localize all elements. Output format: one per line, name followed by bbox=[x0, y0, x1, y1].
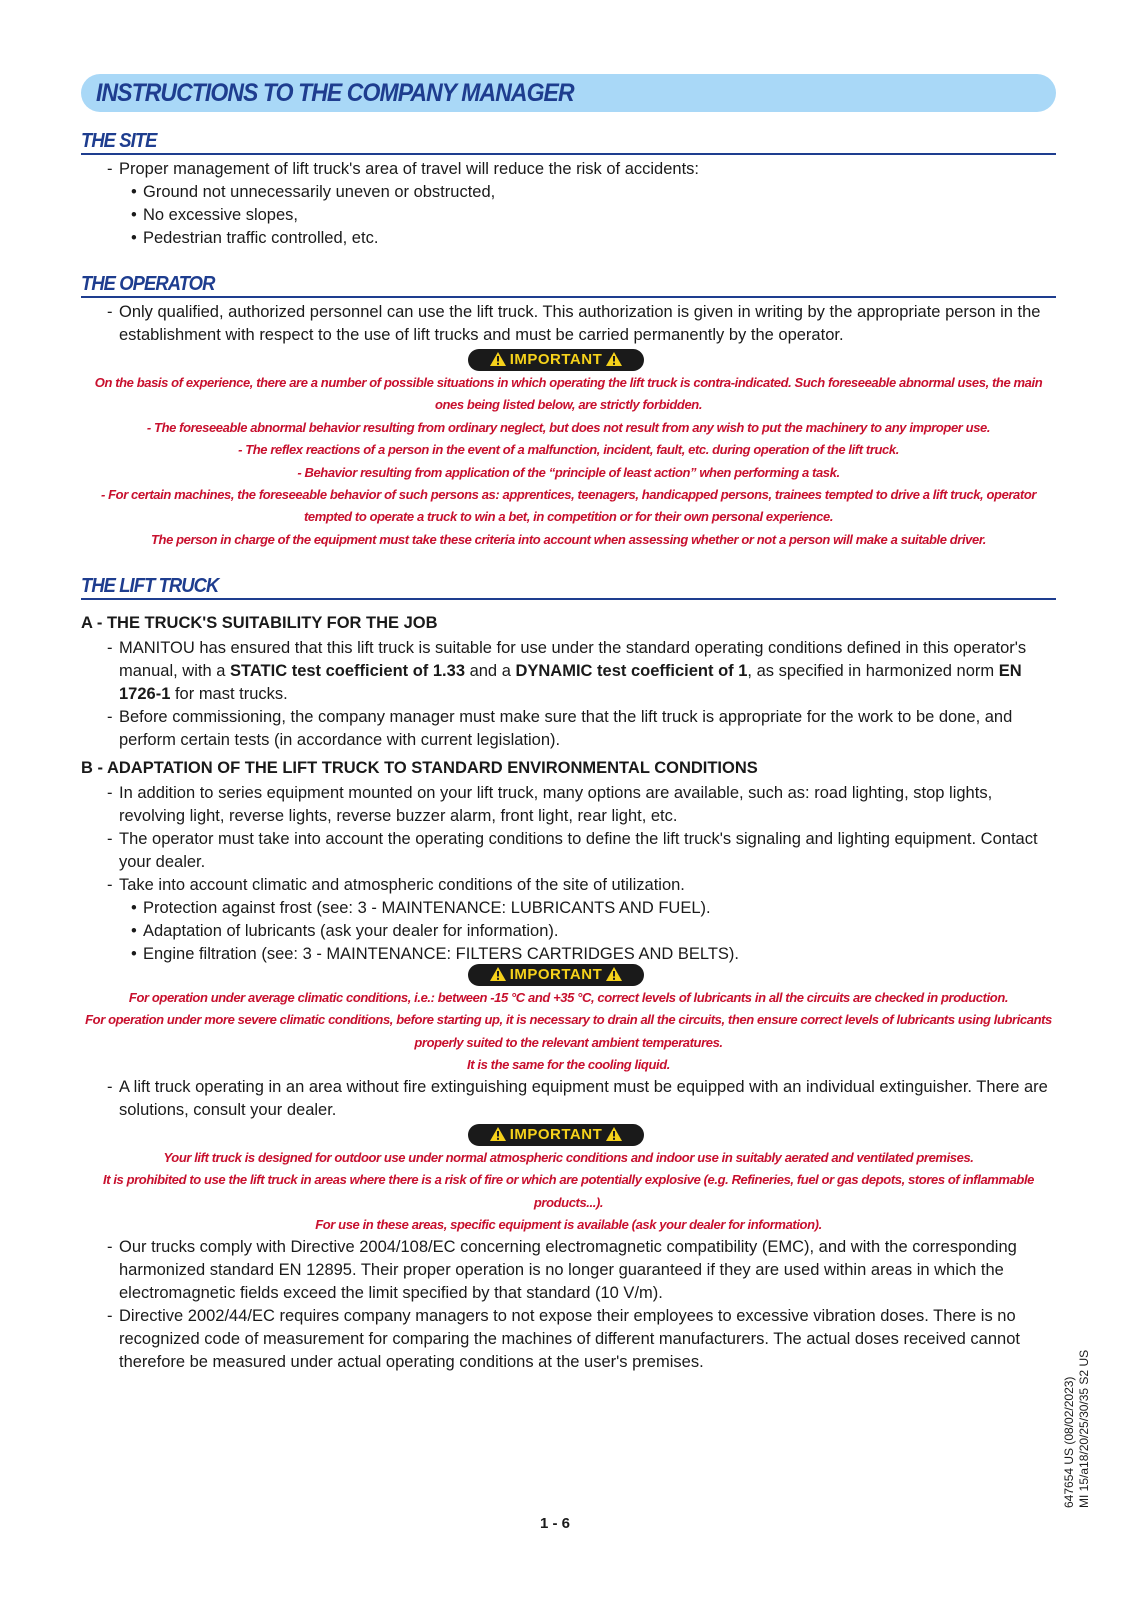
operator-content bbox=[81, 301, 1056, 347]
warning-triangle-icon bbox=[606, 1127, 622, 1141]
paragraph: - A lift truck operating in an area without fire extinguishing equipment must be equipped with an individual extinguisher. There are solutions, consult your dealer. bbox=[81, 1076, 1056, 1122]
warning-triangle-icon bbox=[490, 352, 506, 366]
warning-triangle-icon bbox=[490, 967, 506, 981]
subsection-heading-a: A - THE TRUCK'S SUITABILITY FOR THE JOB bbox=[81, 614, 438, 632]
important-badge bbox=[468, 964, 644, 986]
climate-warning bbox=[81, 987, 1056, 1077]
site-content bbox=[81, 158, 1056, 250]
list-item: • Protection against frost (see: 3 - MAINTENANCE: LUBRICANTS AND FUEL). bbox=[81, 897, 1056, 920]
list-item: • Engine filtration (see: 3 - MAINTENANCE: FILTERS CARTRIDGES AND BELTS). bbox=[81, 943, 1056, 966]
title-banner bbox=[81, 74, 1056, 112]
operator-warning bbox=[81, 372, 1056, 551]
warning-text: The person in charge of the equipment must take these criteria into account when assessing whether or not a person will make a suitable driver. bbox=[151, 531, 986, 547]
warning-triangle-icon bbox=[606, 967, 622, 981]
section-heading-lift-truck: THE LIFT TRUCK bbox=[81, 571, 1056, 600]
list-item: • Pedestrian traffic controlled, etc. bbox=[81, 227, 1056, 250]
paragraph: - MANITOU has ensured that this lift truck is suitable for use under the standard operating conditions defined in this operator's manual, with a STATIC test coefficient of 1.33 and a DYNAMIC test coefficient of 1, as specified in harmonized norm EN 1726-1 for mast trucks. bbox=[81, 637, 1056, 706]
important-badge bbox=[468, 349, 644, 371]
list-item: • Ground not unnecessarily uneven or obstructed, bbox=[81, 181, 1056, 204]
doc-ref-line: 647654 US (08/02/2023) bbox=[1062, 1376, 1076, 1508]
warning-text: Your lift truck is designed for outdoor use under normal atmospheric conditions and indoor use in suitably aerated and ventilated premises. bbox=[163, 1150, 974, 1165]
page-title: INSTRUCTIONS TO THE COMPANY MANAGER bbox=[96, 79, 574, 107]
paragraph: - The operator must take into account the operating conditions to define the lift truck's signaling and lighting equipment. Contact your dealer. bbox=[81, 828, 1056, 874]
warning-text: - For certain machines, the foreseeable behavior of such persons as: apprentices, teenagers, handicapped persons, trainees tempted to drive a lift truck, operator tempted to operate a truck to win a bet, in competition or for their own personal experience. bbox=[100, 487, 1037, 525]
operator-text: - Only qualified, authorized personnel can use the lift truck. This authorization is given in writing by the appropriate person in the establishment with respect to the use of lift trucks and must be carried permanently by the operator. bbox=[81, 301, 1056, 347]
section-heading-operator: THE OPERATOR bbox=[81, 269, 1056, 298]
warning-text: On the basis of experience, there are a number of possible situations in which operating the lift truck is contra-indicated. Such foreseeable abnormal uses, the main ones being listed below, are strictly forbidden. bbox=[94, 375, 1043, 413]
warning-text: For operation under more severe climatic conditions, before starting up, it is necessary to drain all the circuits, then ensure correct levels of lubricants using lubricants properly suited to the relevant ambient temperatures. bbox=[85, 1012, 1052, 1050]
important-badge bbox=[468, 1124, 644, 1146]
directives-content bbox=[81, 1236, 1056, 1374]
important-label: IMPORTANT bbox=[509, 351, 603, 368]
site-intro: - Proper management of lift truck's area of travel will reduce the risk of accidents: bbox=[81, 158, 1056, 181]
list-item: • Adaptation of lubricants (ask your dealer for information). bbox=[81, 920, 1056, 943]
climate-bullet-list bbox=[81, 897, 1056, 966]
subsection-heading-b: B - ADAPTATION OF THE LIFT TRUCK TO STANDARD ENVIRONMENTAL CONDITIONS bbox=[81, 759, 758, 777]
warning-text: For use in these areas, specific equipment is available (ask your dealer for information). bbox=[315, 1217, 822, 1233]
paragraph: - Our trucks comply with Directive 2004/108/EC concerning electromagnetic compatibility (EMC), and with the corresponding harmonized standard EN 12895. Their proper operation is no longer guaranteed if they are used within areas in which the electromagnetic fields exceed the limit specified by that standard (10 V/m). bbox=[81, 1236, 1056, 1305]
warning-triangle-icon bbox=[606, 352, 622, 366]
warning-text: It is the same for the cooling liquid. bbox=[467, 1057, 670, 1073]
warning-text: For operation under average climatic conditions, i.e.: between -15 °C and +35 °C, correct levels of lubricants in all the circuits are checked in production. bbox=[128, 990, 1009, 1005]
subsection-a-content bbox=[81, 637, 1056, 752]
doc-ref-line: MI 15/a18/20/25/30/35 S2 US bbox=[1077, 1349, 1091, 1508]
warning-text: - The foreseeable abnormal behavior resulting from ordinary neglect, but does not result from any wish to put the machinery to any improper use. bbox=[146, 419, 991, 435]
paragraph: - Take into account climatic and atmospheric conditions of the site of utilization. bbox=[81, 874, 1056, 897]
warning-text: - Behavior resulting from application of the “principle of least action” when performing a task. bbox=[297, 464, 840, 480]
page-number: 1 - 6 bbox=[540, 1515, 571, 1532]
subsection-b-content bbox=[81, 782, 1056, 966]
warning-text: It is prohibited to use the lift truck in areas where there is a risk of fire or which are potentially explosive (e.g. Refineries, fuel or gas depots, stores of inflammable products...). bbox=[102, 1172, 1034, 1210]
important-label: IMPORTANT bbox=[509, 966, 603, 983]
site-bullet-list bbox=[81, 181, 1056, 250]
extinguisher-content bbox=[81, 1076, 1056, 1122]
fire-warning bbox=[81, 1147, 1056, 1237]
warning-triangle-icon bbox=[490, 1127, 506, 1141]
paragraph: - Before commissioning, the company manager must make sure that the lift truck is appropriate for the work to be done, and perform certain tests (in accordance with current legislation). bbox=[81, 706, 1056, 752]
document-reference bbox=[1062, 1308, 1092, 1508]
section-heading-site: THE SITE bbox=[81, 126, 1056, 155]
paragraph: - Directive 2002/44/EC requires company managers to not expose their employees to excessive vibration doses. There is no recognized code of measurement for comparing the machines of different manufacturers. The actual doses received cannot therefore be measured under actual operating conditions at the user's premises. bbox=[81, 1305, 1056, 1374]
important-label: IMPORTANT bbox=[509, 1126, 603, 1143]
list-item: • No excessive slopes, bbox=[81, 204, 1056, 227]
paragraph: - In addition to series equipment mounted on your lift truck, many options are available, such as: road lighting, stop lights, revolving light, reverse lights, reverse buzzer alarm, front light, rear light, etc. bbox=[81, 782, 1056, 828]
warning-text: - The reflex reactions of a person in the event of a malfunction, incident, fault, etc. during operation of the lift truck. bbox=[238, 442, 899, 458]
